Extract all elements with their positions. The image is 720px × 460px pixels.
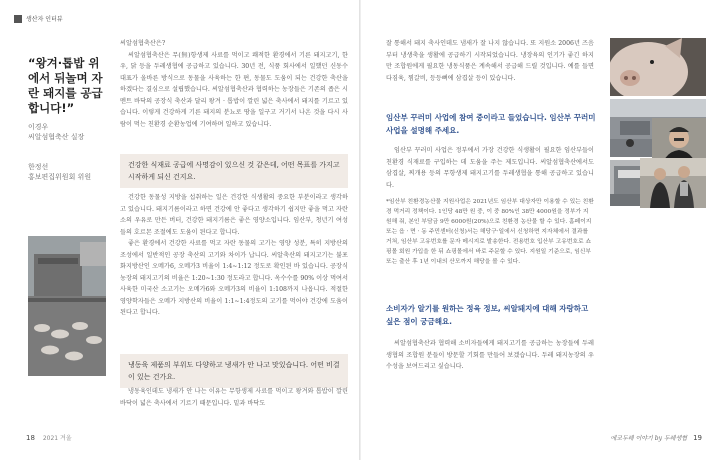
paragraph-package: 임산부 꾸러미 사업은 정부에서 가장 건강한 식생활이 필요한 임산부들이 친환경 식재료를 구입하는 데 도움을 주는 제도입니다. 씨알섬협축산에서도 삼겹살, 찌개용 등의 무항생제 돼지고기를 두레생협을 통해 공급하고 있습니다. [386, 147, 594, 189]
intro-paragraph: 씨알섬협축산은 무(無)항생제 사료를 먹이고 쾌적한 환경에서 기른 돼지고기, 한우, 닭 등을 두레생협에 공급하고 있습니다. 30년 전, 식품 회사에서 일했던 신동수 대표가 올바른 방식으로 동물을 사육하는 한 편, 동물도 도움이 되는 건강한 축산을 하겠다는 결심으로 설립했습니다. 씨알섬협축산과 협력하는 농장들은 기존의 좁은 시멘트 바닥의 공장식 축산과 달리 왕겨 · 톱밥이 깔린 넓은 축사에서 돼지를 기르고 있습니다. 이렇게 건강하게 기른 돼지의 분뇨로 땅을 일구고 거기서 나온 것을 다시 사람이 먹는 친환경 순환농업에 기여하며 일하고 있습니다. [120, 51, 348, 128]
paragraph-ventilation: 잘 통해서 돼지 축사인데도 냄새가 잘 나지 않습니다. 또 지원소 2006년 즈음부터 냉생축을 생활에 공급하기 시작되었습니다. 냉장육의 인기가 좋긴 하지만 조합원에게 필요한 냉동식품은 계속해서 공급해 드릴 것입니다. 예를 들면 다짐육, 찜갈비, 등등뼈에 삼겹살 등이 있습니다. [386, 40, 594, 82]
highlight-question-1: 건강한 식재료 공급에 사명감이 있으신 것 같은데, 어떤 목표를 가지고 시작하게 되신 건지요. [120, 154, 348, 188]
masthead-logo: 에코두레 이야기 by 두레생협 [610, 435, 688, 442]
pig-closeup-photo [610, 38, 706, 96]
writer-name: 한정선 [28, 163, 49, 171]
question-heading-2: 소비자가 알기를 원하는 정육 정보, 씨알돼지에 대해 자랑하고 싶은 점이 궁금해요. [386, 304, 589, 326]
interviewee-name: 이경우 [28, 123, 49, 131]
writer-block [28, 162, 108, 182]
title-column [28, 56, 108, 182]
section-tag [14, 14, 63, 23]
interviewee-role: 씨알섬협축산 실장 [28, 133, 85, 141]
left-body-bottom [120, 386, 348, 409]
right-body-bottom [386, 338, 594, 373]
question-heading-1: 임산부 꾸러미 사업에 참여 중이라고 들었습니다. 임산부 꾸러미 사업을 설명해 주세요. [386, 113, 596, 135]
left-body-top [120, 38, 348, 130]
paragraph-frozen: 냉동육인데도 냉새가 안 나는 이유는 무항생제 사료를 먹이고 왕겨와 톱밥이 깔린 바닥이 넓은 축사에서 기르기 때문입니다. 밑과 바닥도 [120, 388, 348, 407]
two-farmers-photo [640, 158, 706, 208]
page-number-right: 19 [693, 433, 702, 442]
left-body-middle [120, 192, 348, 319]
section-tag-label: 생산자 인터뷰 [26, 16, 63, 23]
left-footer [26, 433, 72, 442]
highlight-question-2: 냉동육 제품의 부위도 다양하고 냉새가 안 나고 맛있습니다. 어떤 비결이 있는 건가요. [120, 354, 348, 388]
intro-heading: 씨알섬협축산은? [120, 40, 166, 47]
right-footer [610, 433, 702, 442]
footnote-box: *임산부 친환경농산물 지원사업은 2021년도 임산부 대상자만 이용할 수 있는 친환경 먹거리 정책이다. 1인당 48만 원 중, 이 중 80%인 38만 4000원을 정부가 지원해 줘, 본인 부담금 9만 6000원(20%)으로 친환경 농산물 할 수 있다. 홈페이지 또는 읍 · 면 · 동 주민센터(신청)서는 해당구·일에서 신청하면 지자체에서 결과를 거쳐, 임산부 고유번호를 문자 메시지로 발송한다. 전용번호 입산부 고유번호로 쇼핑몰 회원 가입을 한 뒤 쇼핑몰에서 바로 주문할 수 있다. 지원일 기준으로, 임신부 또는 출산 후 1년 이내의 산모까지 해당을 볼 수 있다. [386, 199, 594, 265]
right-body-top [386, 38, 594, 84]
section-square-icon [14, 15, 22, 23]
page-gutter [359, 0, 361, 460]
paragraph-visit: 씨알섬협축산과 협력해 소비자들에게 돼지고기를 공급하는 농장들에 두레 생협의 조합원 분들이 방문할 기회를 만들어 보겠습니다. 두레 돼지농장의 우수성을 보여드리고 싶습니다. [386, 340, 594, 370]
writer-role: 홍보편집위원회 위원 [28, 173, 92, 181]
paragraph-omega: 좋은 환경에서 건강한 사료를 먹고 자란 동물의 고기는 영양 성분, 특히 지방산의 조성에서 일반적인 공장 축산의 고기와 차이가 납니다. 씨알축산의 돼지고기는 불포화지방산인 오메가6, 오메가3 비율이 1:4~1:12 정도로 확인된 바 있습니다. 공장식 농장의 돼지고기의 비율은 1:20~1:30 정도라고 합니다. 옥수수를 90% 이상 먹여서 사육한 미국산 소고기는 오메가6와 오메가3의 비율이 1:108까지 나옵니다. 적절한 영양학자들은 오메가 지방산의 비율이 1:1~1:4정도의 고기를 먹어야 건강에 도움이 된다고 합니다. [120, 240, 348, 316]
paragraph-fat: 건강한 동물성 지방을 섭취하는 일은 건강한 식생활의 중요한 부분이라고 생각하고 있습니다. 돼지기름이라고 하면 건강에 안 좋다고 생각하기 쉽지만 좋을 먹고 자란 소의 우유로 만든 버터, 건강한 돼지기름은 좋은 영양소입니다. 임산부, 청년기 여성들의 호르몬 조절에도 도움이 된다고 합니다. [120, 194, 348, 236]
farm-building-photo [28, 236, 106, 376]
interviewee-block [28, 122, 108, 142]
headline-quote: “왕겨·톱밥 위에서 뒤놀며 자란 돼지를 공급합니다!” [28, 56, 103, 115]
issue-label: 2021 겨울 [42, 435, 72, 442]
right-body-middle [386, 145, 594, 191]
page-number-left: 18 [26, 434, 35, 442]
